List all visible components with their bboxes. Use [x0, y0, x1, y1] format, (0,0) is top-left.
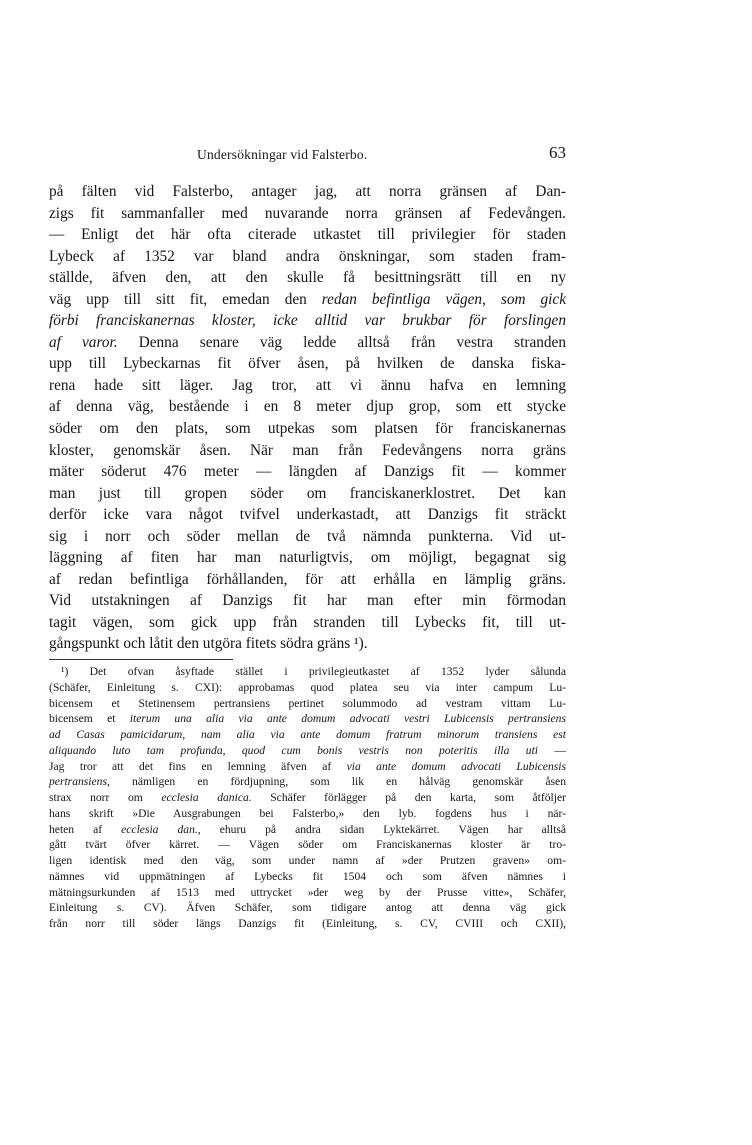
footnote-line — [49, 711, 566, 727]
italic-text-run: förbi franciskanernas kloster, icke alltid var brukbar för forslingen — [49, 312, 566, 330]
footnote-line — [49, 790, 566, 806]
text-run: upp till Lybeckarnas fit öfver åsen, på hvilken de danska fiska- — [49, 355, 566, 373]
text-line — [49, 590, 566, 612]
text-line — [49, 203, 566, 225]
text-run: nämnes vid uppmätningen af Lybecks fit 1504 och som äfven nämnes i — [49, 869, 566, 883]
text-run: ligen identisk med den väg, som under namn af »der Prutzen graven» om- — [49, 854, 566, 867]
text-run: ¹) Det ofvan åsyftade stället i privilegieutkastet af 1352 lyder sålunda — [61, 665, 566, 678]
text-run: Jag tror att det fins en lemning äfven af — [49, 759, 347, 773]
text-line — [49, 332, 566, 354]
footnote-line — [49, 759, 566, 775]
footnote-line — [49, 696, 566, 712]
text-line — [49, 267, 566, 289]
footnote-line — [49, 806, 566, 822]
italic-text-run: via ante domum advocati Lubicensis — [346, 759, 566, 773]
text-run: från norr till söder längs Danzigs fit (Einleitung, s. CV, CVIII och CXII), — [49, 917, 566, 930]
text-line — [49, 224, 566, 246]
footnote-line — [49, 900, 566, 916]
text-run: nämligen en fördjupning, som lik en hålväg genomskär åsen — [109, 775, 566, 789]
text-run: man just till gropen söder om franciskanerklostret. Det kan — [49, 484, 566, 502]
text-line — [49, 633, 566, 655]
text-run: ehuru på andra sidan Lyktekärret. Vägen har alltså — [200, 822, 566, 836]
text-run: strax norr om — [49, 791, 162, 804]
text-run: gått tvärt öfver kärret. — Vägen söder om Franciskanernas kloster är tro- — [49, 838, 566, 852]
text-line — [49, 547, 566, 569]
page-number: 63 — [549, 143, 566, 162]
footnote-separator — [49, 659, 233, 660]
text-run: väg upp till sitt fit, emedan den — [49, 290, 322, 308]
text-line — [49, 461, 566, 483]
footnote-line — [49, 853, 566, 869]
text-line — [49, 181, 566, 203]
footnote-line — [49, 869, 566, 885]
text-run: gångspunkt och låtit den utgöra fitets södra gräns ¹). — [49, 635, 368, 653]
text-line — [49, 246, 566, 268]
italic-text-run: redan befintliga vägen, som gick — [321, 290, 566, 308]
footnote-line — [49, 916, 566, 932]
italic-text-run: aliquando luto tam profunda, quod cum bonis vestris non poteritis illa uti — [49, 743, 539, 757]
text-run: Schäfer förlägger på den karta, som åtföljer — [251, 791, 566, 804]
text-run: på fälten vid Falsterbo, antager jag, att norra gränsen af Dan- — [49, 183, 566, 200]
footnote-line — [49, 727, 566, 743]
italic-text-run: ad Casas pamicidarum, nam alia via ante domum fratrum minorum transiens est — [49, 728, 566, 741]
text-run: derför icke vara något tvifvel underkastadt, att Danzigs fit sträckt — [49, 506, 566, 524]
text-line — [49, 569, 566, 591]
text-line — [49, 396, 566, 418]
italic-text-run: ecclesia danica. — [161, 791, 252, 804]
text-run: hans skrift »Die Ausgrabungen bei Falsterbo,» den lyb. fogdens hus i när- — [49, 806, 566, 820]
text-line — [49, 440, 566, 462]
text-line — [49, 289, 566, 311]
text-run: af redan befintliga förhållanden, för att erhålla en lämplig gräns. — [49, 570, 566, 588]
text-run: sig i norr och söder mellan de två nämnda punkterna. Vid ut- — [49, 527, 566, 545]
text-run: söder om den plats, som utpekas som platsen för franciskanernas — [49, 420, 566, 438]
footnote-line — [49, 822, 566, 838]
footnote — [49, 664, 566, 932]
running-head — [49, 143, 566, 167]
main-text — [49, 181, 566, 655]
text-run: Lybeck af 1352 var bland andra önskningar, som staden fram- — [49, 247, 566, 265]
text-run: mäter söderut 476 meter — längden af Danzigs fit — kommer — [49, 463, 566, 481]
footnote-line — [49, 743, 566, 759]
footnote-line — [49, 664, 566, 680]
text-run: kloster, genomskär åsen. När man från Fedevångens norra gräns — [49, 441, 566, 459]
footnote-line — [49, 774, 566, 790]
text-run: ställde, äfven den, att den skulle få besittningsrätt till en ny — [49, 269, 566, 287]
text-run: läggning af fiten har man naturligtvis, om möjligt, begagnat sig — [49, 549, 566, 567]
footnote-line — [49, 680, 566, 696]
text-line — [49, 418, 566, 440]
text-line — [49, 612, 566, 634]
text-run: bicensem et Stetinensem pertransiens pertinet solummodo ad vestram vittam Lu- — [49, 696, 566, 710]
text-line — [49, 526, 566, 548]
italic-text-run: af varor. — [49, 333, 118, 351]
text-run: Vid utstakningen af Danzigs fit har man efter min förmodan — [49, 592, 566, 610]
text-run: — Enligt det här ofta citerade utkastet till privilegier för staden — [49, 226, 566, 244]
text-run: bicensem et — [49, 712, 130, 726]
text-run: (Schäfer, Einleitung s. CXI): approbamas quod platea seu via inter campum Lu- — [49, 680, 566, 694]
text-run: rena hade sitt läger. Jag tror, att vi ännu hafva en lemning — [49, 376, 566, 394]
text-run: Denna senare väg ledde alltså från vestra stranden — [117, 333, 566, 351]
footnote-line — [49, 837, 566, 853]
text-line — [49, 375, 566, 397]
running-title: Undersökningar vid Falsterbo. — [197, 147, 368, 162]
text-line — [49, 504, 566, 526]
text-run: tagit vägen, som gick upp från stranden till Lybecks fit, till ut- — [49, 613, 566, 631]
text-run: af denna väg, bestående i en 8 meter djup grop, som ett stycke — [49, 398, 566, 416]
italic-text-run: ecclesia dan., — [121, 822, 201, 836]
footnote-line — [49, 885, 566, 901]
text-run: mätningsurkunden af 1513 med uttrycket »der weg by der Prusse vitte», Schäfer, — [49, 885, 566, 899]
text-run: — — [538, 743, 566, 757]
text-run: zigs fit sammanfaller med nuvarande norra gränsen af Fedevången. — [49, 204, 566, 222]
text-line — [49, 353, 566, 375]
italic-text-run: iterum una alia via ante domum advocati vestri Lubicensis pertransiens — [129, 712, 566, 726]
text-line — [49, 483, 566, 505]
text-run: Einleitung s. CV). Äfven Schäfer, som tidigare antog att denna väg gick — [49, 901, 566, 915]
text-run: heten af — [49, 822, 122, 836]
text-line — [49, 310, 566, 332]
italic-text-run: pertransiens, — [49, 775, 110, 789]
